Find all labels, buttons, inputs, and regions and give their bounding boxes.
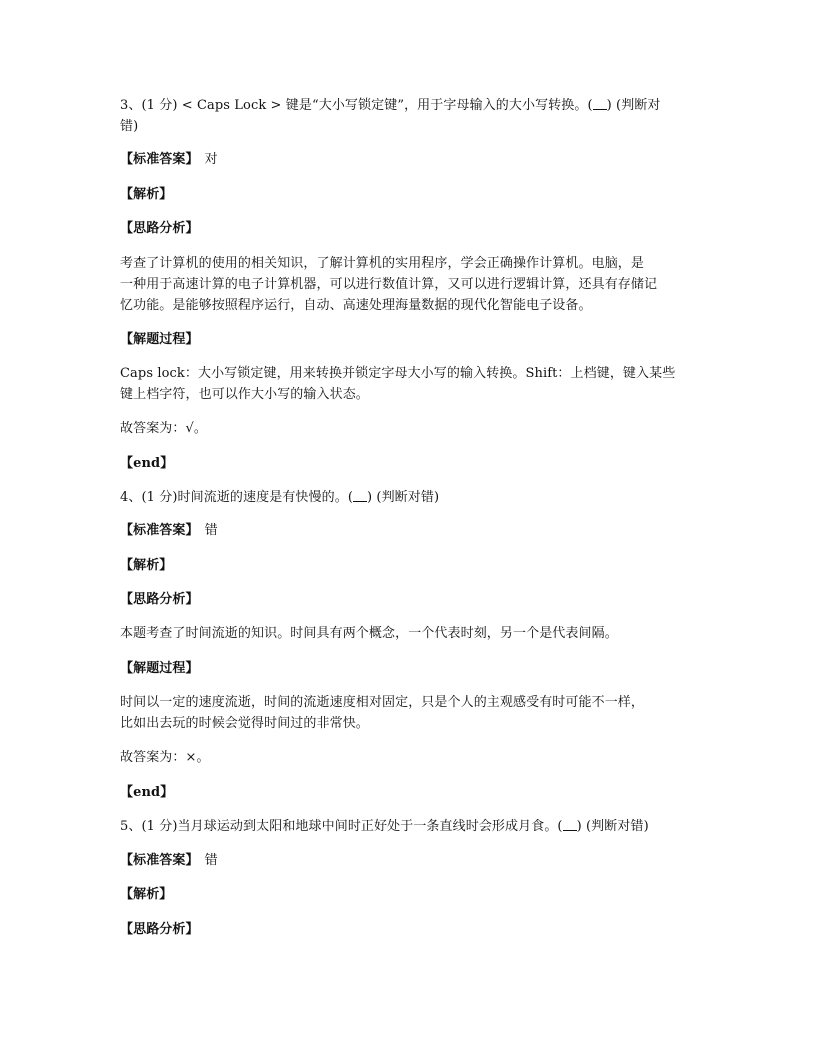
question-5-blank[interactable] (563, 818, 577, 831)
question-3-stem (120, 95, 700, 117)
question-3-blank[interactable] (593, 97, 607, 110)
question-4-stem-suffix: ) (判断对错) (367, 490, 440, 505)
question-5-answer (120, 850, 700, 872)
question-3-process-label: 【解题过程】 (120, 332, 199, 347)
question-3-answer-value: 对 (204, 152, 218, 167)
question-3-stem-line2: 错) (120, 119, 139, 134)
question-5-answer-label: 【标准答案】 (120, 853, 199, 868)
question-4-answer-value: 错 (204, 523, 218, 538)
question-3-answer (120, 149, 700, 171)
question-3-thinking-line-3: 忆功能。是能够按照程序运行，自动、高速处理海量数据的现代化智能电子设备。 (120, 298, 592, 313)
question-4-process-line-2: 比如出去玩的时候会觉得时间过的非常快。 (120, 716, 369, 731)
question-4-stem-prefix: 4、(1 分)时间流逝的速度是有快慢的。( (120, 490, 353, 505)
question-4-stem (120, 487, 700, 509)
question-4-thinking-line-1: 本题考查了时间流逝的知识。时间具有两个概念，一个代表时刻，另一个是代表间隔。 (120, 626, 618, 641)
question-4-process-label: 【解题过程】 (120, 661, 199, 676)
question-5-analysis-label: 【解析】 (120, 887, 173, 902)
question-4-end: 【end】 (120, 785, 174, 800)
question-3-stem-suffix: ) (判断对 (606, 98, 661, 113)
question-4-result: 故答案为：×。 (120, 750, 210, 765)
question-3-thinking-line-1: 考查了计算机的使用的相关知识，了解计算机的实用程序，学会正确操作计算机。电脑，是 (120, 256, 645, 271)
question-3-process-line-1: Caps lock：大小写锁定键，用来转换并锁定字母大小写的输入转换。Shift：上档键，键入某些 (120, 366, 676, 381)
question-4-answer-label: 【标准答案】 (120, 523, 199, 538)
question-4-thinking-label: 【思路分析】 (120, 592, 199, 607)
question-3-thinking-line-2: 一种用于高速计算的电子计算机器，可以进行数值计算，又可以进行逻辑计算，还具有存储记 (120, 277, 658, 292)
question-4-blank[interactable] (353, 489, 367, 502)
question-3-analysis-label: 【解析】 (120, 187, 173, 202)
question-5-stem-prefix: 5、(1 分)当月球运动到太阳和地球中间时正好处于一条直线时会形成月食。( (120, 819, 563, 834)
question-3-answer-label: 【标准答案】 (120, 152, 199, 167)
question-4-analysis-label: 【解析】 (120, 558, 173, 573)
question-5-thinking-label: 【思路分析】 (120, 922, 199, 937)
question-4-answer (120, 520, 700, 542)
question-3-stem-prefix: 3、(1 分) < Caps Lock > 键是“大小写锁定键”，用于字母输入的大小写转换。( (120, 98, 593, 113)
question-5-stem-suffix: ) (判断对错) (576, 819, 649, 834)
question-4-process-line-1: 时间以一定的速度流逝，时间的流逝速度相对固定，只是个人的主观感受有时可能不一样， (120, 695, 645, 710)
question-3-result: 故答案为：√。 (120, 421, 207, 436)
question-3-process-line-2: 键上档字符，也可以作大小写的输入状态。 (120, 387, 369, 402)
question-5-answer-value: 错 (204, 853, 218, 868)
question-3-thinking-label: 【思路分析】 (120, 221, 199, 236)
question-5-stem (120, 816, 700, 838)
question-3-end: 【end】 (120, 456, 174, 471)
